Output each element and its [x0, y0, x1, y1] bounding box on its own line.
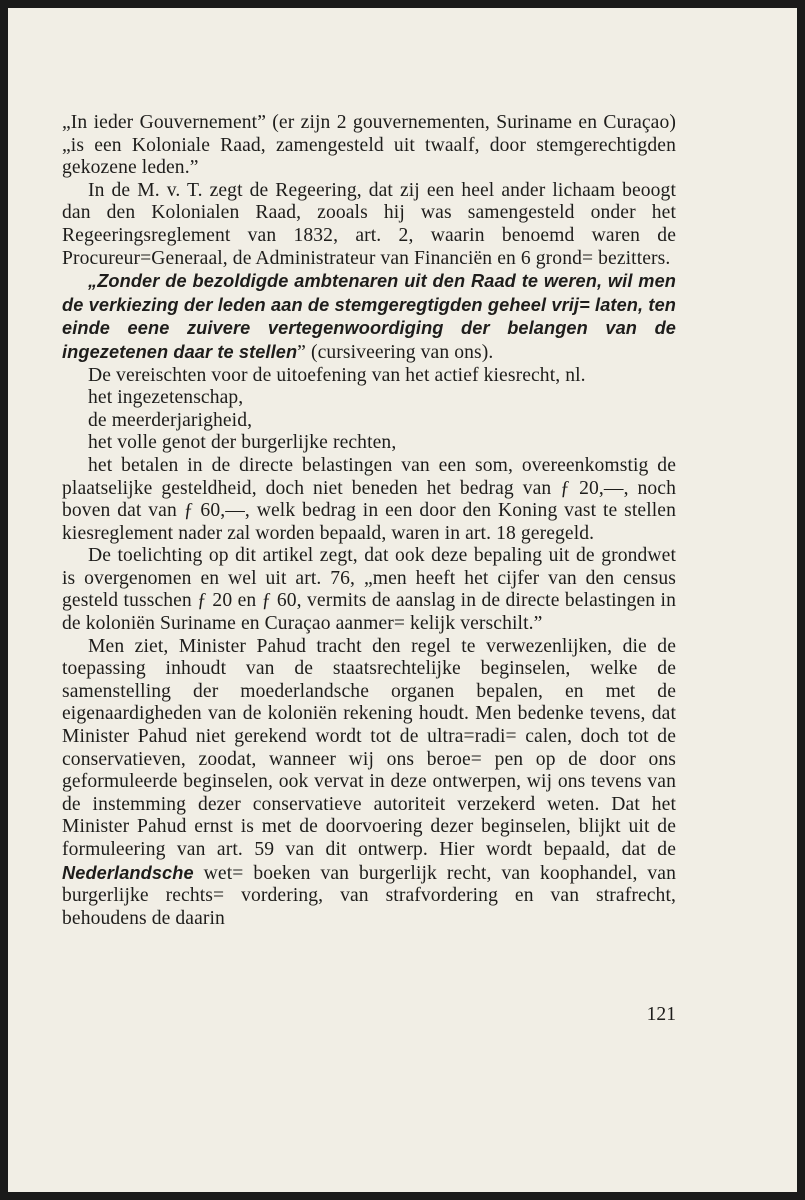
- book-page: [8, 8, 797, 1192]
- quote-rest: ” (cursiveering van ons).: [297, 341, 494, 363]
- paragraph-mvt: In de M. v. T. zegt de Regeering, dat zij een heel ander lichaam beoogt dan den Kolonialen Raad, zooals hij was samengesteld onder het Regeeringsreglement van 1832, art. 2, waarin benoemd waren de Procureur=Generaal, de Administrateur van Financiën en 6 grond= bezitters.: [62, 179, 676, 269]
- pahud-text-before: Men ziet, Minister Pahud tracht den regel te verwezenlijken, die de toepassing inhoudt van de staatsrechtelijke beginselen, welke de samenstelling der moederlandsche organen bepalen, en met de eigenaardigheden van de koloniën rekening houdt. Men bedenke tevens, dat Minister Pahud niet gerekend wordt tot de ultra=radi= calen, doch tot de conservatieven, zoodat, wanneer wij ons beroe= pen op de door ons geformuleerde beginselen, ook vervat in deze ontwerpen, wij ons tevens van de instemming dezer conservatieve autoriteit verzekerd weten. Dat het Minister Pahud ernst is met de doorvoering dezer beginselen, blijkt uit de formuleering van art. 59 van dit ontwerp. Hier wordt bepaald, dat de: [62, 635, 676, 860]
- paragraph-quote-gouvernement: „In ieder Gouvernement” (er zijn 2 gouvernementen, Suriname en Curaçao) „is een Koloniale Raad, zamengesteld uit twaalf, door stemgerechtigden gekozene leden.”: [62, 112, 676, 179]
- list-item: het volle genot der burgerlijke rechten,: [88, 432, 397, 454]
- page-number: 121: [646, 1004, 676, 1025]
- paragraph-toelichting: De toelichting op dit artikel zegt, dat ook deze bepaling uit de grondwet is overgenomen en wel uit art. 76, „men heeft het cijfer van den census gesteld tusschen ƒ 20 en ƒ 60, vermits de aanslag in de directe belastingen in de koloniën Suriname en Curaçao aanmer= kelijk verschilt.”: [62, 545, 676, 635]
- body-text: [62, 112, 676, 930]
- paragraph-italic-quote: [62, 270, 676, 364]
- paragraph-betalen: het betalen in de directe belastingen van een som, overeenkomstig de plaatselijke gesteldheid, doch niet beneden het bedrag van ƒ 20,—, noch boven dat van ƒ 60,—, welk bedrag in een door den Koning vast te stellen kiesreglement nader zal worden bepaald, waren in art. 18 geregeld.: [62, 454, 676, 544]
- paragraph-pahud: [62, 636, 676, 931]
- italic-quote: „Zonder de bezoldigde ambtenaren uit den Raad te weren, wil men de verkiezing der leden aan de stemgeregtigden geheel vrij= laten, ten einde eene zuivere vertegenwoordiging der belangen van de ingezetenen daar te stellen: [62, 271, 676, 362]
- italic-nederlandsche: Nederlandsche: [62, 862, 194, 883]
- list-item: het ingezetenschap,: [88, 387, 244, 409]
- pahud-text-after: wet= boeken van burgerlijk recht, van koophandel, van burgerlijke rechts= vordering, van strafvordering en van strafrecht, behoudens de daarin: [62, 862, 676, 929]
- list-item: de meerderjarigheid,: [88, 409, 253, 431]
- paragraph-vereischten: De vereischten voor de uitoefening van het actief kiesrecht, nl.: [88, 364, 586, 386]
